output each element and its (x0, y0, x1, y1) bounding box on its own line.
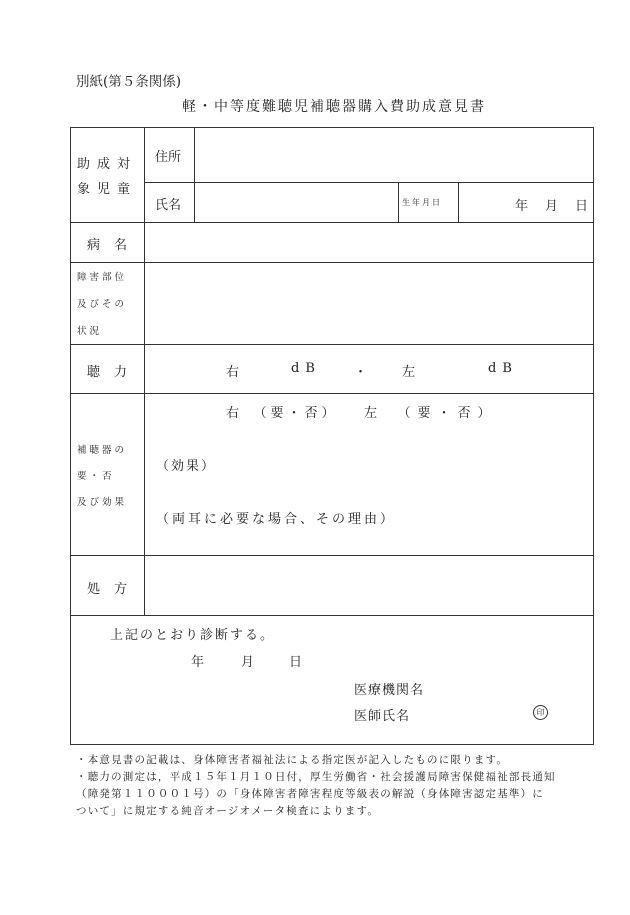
note-line-1: ・本意見書の記載は、身体障害者福祉法による指定医が記入したものに限ります。 (76, 754, 509, 766)
note-line-2: ・聴力の測定は，平成１５年１月１０日付，厚生労働省・社会援護局障害保健福祉部長通知 (76, 771, 556, 783)
diagnosis-statement: 上記のとおり診断する。 (110, 628, 276, 643)
page-title: 軽・中等度難聴児補聴器購入費助成意見書 (182, 99, 486, 115)
seal-icon: 印 (533, 705, 548, 720)
hearing-right-unit: dB (291, 361, 321, 376)
name-field[interactable] (200, 194, 390, 214)
date-month: 月 (241, 655, 255, 670)
hearing-aid-label-line2: 要・否 (77, 471, 115, 482)
hearing-label: 聴力 (87, 365, 142, 380)
birth-day: 日 (575, 199, 589, 214)
date-day: 日 (289, 655, 303, 670)
disability-label-line2: 及びその (77, 299, 128, 310)
doctor-name-label: 医師氏名 (354, 709, 411, 724)
subject-label-line2: 象児童 (77, 182, 138, 197)
institution-label: 医療機関名 (354, 683, 425, 698)
hearing-aid-label-line1: 補聴器の (77, 445, 128, 456)
note-line-3: （障発第１１０００１号）の「身体障害者障害程度等級表の解説（身体障害認定基準）に (76, 788, 544, 800)
name-label: 氏名 (155, 198, 182, 213)
disability-label-line3: 状況 (77, 326, 103, 337)
disease-label: 病名 (87, 238, 142, 253)
prescription-field[interactable] (152, 565, 582, 605)
hearing-aid-reason-label: （両耳に必要な場合、その理由） (156, 512, 397, 527)
birth-year: 年 (515, 199, 529, 214)
note-line-4: ついて」に規定する純音オージオメータ検査によります。 (76, 805, 380, 817)
hearing-right-label: 右 (226, 365, 240, 380)
disability-field[interactable] (152, 270, 582, 336)
hearing-aid-left-choice[interactable]: 左 （要・否） (364, 406, 498, 421)
hearing-left-label: 左 (402, 365, 416, 380)
hearing-aid-right-choice[interactable]: 右 （要・否） (226, 406, 339, 421)
date-year: 年 (191, 655, 205, 670)
disease-field[interactable] (152, 234, 582, 254)
disability-label-line1: 障害部位 (77, 272, 128, 283)
subject-label-line1: 助成対 (77, 157, 138, 172)
attachment-label: 別紙(第５条関係) (76, 74, 182, 90)
birth-month: 月 (545, 199, 559, 214)
prescription-label: 処方 (87, 582, 142, 597)
birthdate-label: 生年月日 (402, 198, 442, 207)
address-label: 住所 (155, 150, 182, 165)
hearing-aid-label-line3: 及び効果 (77, 497, 128, 508)
address-field[interactable] (200, 146, 580, 166)
hearing-separator: ・ (354, 365, 368, 380)
hearing-aid-effect-label: （効果） (156, 459, 217, 474)
hearing-left-unit: dB (488, 361, 518, 376)
